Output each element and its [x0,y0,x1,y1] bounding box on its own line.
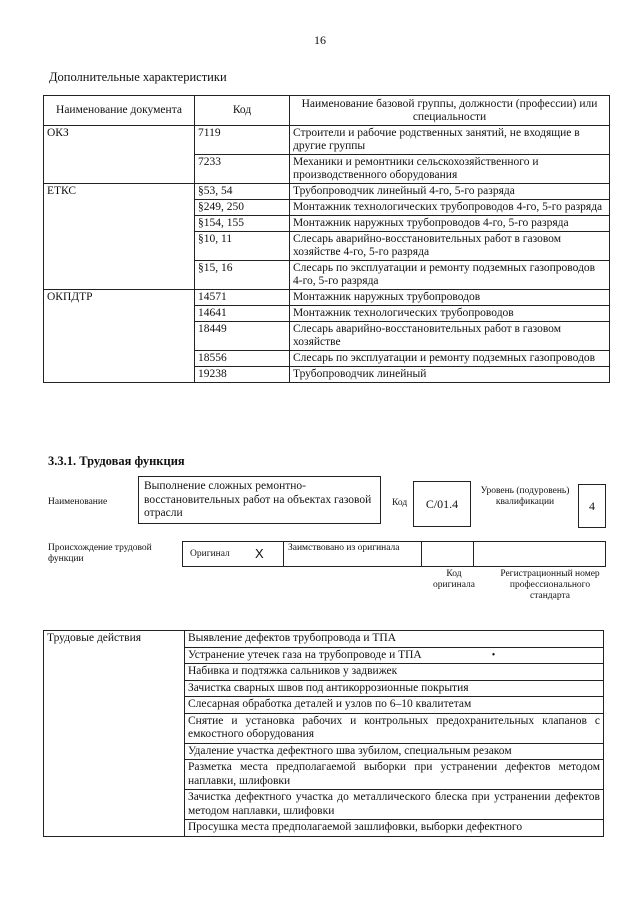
code-cell: 14641 [195,306,290,322]
level-box: 4 [578,484,606,528]
code-cell: 7233 [195,155,290,184]
origin-row [182,541,606,567]
header-name: Наименование базовой группы, должности (профессии) или специальности [290,96,610,126]
function-title: 3.3.1. Трудовая функция [48,454,185,468]
divider [421,541,422,567]
characteristics-table [43,95,610,383]
action-item: Набивка и подтяжка сальников у задвижек [185,664,604,681]
code-cell: §53, 54 [195,184,290,200]
name-cell: Слесарь по эксплуатации и ремонту подземных газопроводов [290,351,610,367]
function-code-box: С/01.4 [413,481,471,527]
action-item: Зачистка дефектного участка до металлического блеска при устранении дефектов методом наплавки, шлифовки [185,790,604,820]
code-cell: 18556 [195,351,290,367]
name-cell: Трубопроводчик линейный 4-го, 5-го разряда [290,184,610,200]
original-label: Оригинал [190,549,230,559]
labor-actions-table [43,630,604,837]
action-item: Устранение утечек газа на трубопроводе и ТПА • [185,647,604,664]
orig-code-caption: Код оригинала [433,569,475,590]
page-number: 16 [314,33,326,47]
code-cell: §154, 155 [195,216,290,232]
table-row [44,290,610,306]
code-cell: 18449 [195,322,290,351]
code-label: Код [392,498,408,508]
table-row [44,126,610,155]
name-cell: Слесарь аварийно-восстановительных работ в газовом хозяйстве 4-го, 5-го разряда [290,232,610,261]
name-cell: Монтажник технологических трубопроводов [290,306,610,322]
table-row [44,631,604,648]
stray-dot: • [491,649,496,661]
code-cell: §15, 16 [195,261,290,290]
section-title: Дополнительные характеристики [49,70,227,84]
code-cell: 19238 [195,367,290,383]
action-item: Выявление дефектов трубопровода и ТПА [185,631,604,648]
name-cell: Строители и рабочие родственных занятий, не входящие в другие группы [290,126,610,155]
action-item: Снятие и установка рабочих и контрольных предохранительных клапанов с емкостного оборудования [185,713,604,743]
borrowed-label: Заимствовано из оригинала [288,543,400,553]
code-cell: §10, 11 [195,232,290,261]
name-cell: Монтажник технологических трубопроводов 4-го, 5-го разряда [290,200,610,216]
level-label: Уровень (подуровень) квалификации [480,486,570,507]
origin-label: Происхождение трудовой функции [48,543,152,564]
reg-number-caption: Регистрационный номер профессионального стандарта [500,569,600,601]
original-mark: X [255,546,264,561]
code-cell: §249, 250 [195,200,290,216]
name-cell: Монтажник наружных трубопроводов [290,290,610,306]
name-cell: Слесарь по эксплуатации и ремонту подземных газопроводов 4-го, 5-го разряда [290,261,610,290]
name-cell: Монтажник наружных трубопроводов 4-го, 5-го разряда [290,216,610,232]
action-item: Просушка места предполагаемой зашлифовки, выборки дефектного [185,820,604,837]
doc-cell: ЕТКС [44,184,195,290]
name-cell: Механики и ремонтники сельскохозяйственного и производственного оборудования [290,155,610,184]
name-cell: Трубопроводчик линейный [290,367,610,383]
header-code: Код [195,96,290,126]
function-name-box: Выполнение сложных ремонтно-восстановительных работ на объектах газовой отрасли [138,476,381,524]
divider [283,541,284,567]
doc-cell: ОКПДТР [44,290,195,383]
header-document: Наименование документа [44,96,195,126]
name-cell: Слесарь аварийно-восстановительных работ в газовом хозяйстве [290,322,610,351]
code-cell: 7119 [195,126,290,155]
code-cell: 14571 [195,290,290,306]
action-item: Разметка места предполагаемой выборки при устранении дефектов методом наплавки, шлифовки [185,760,604,790]
table-header-row [44,96,610,126]
action-item: Удаление участка дефектного шва зубилом, специальным резаком [185,743,604,760]
action-item: Слесарная обработка деталей и узлов по 6–10 квалитетам [185,697,604,714]
doc-cell: ОКЗ [44,126,195,184]
table-row [44,184,610,200]
name-label: Наименование [48,497,108,507]
actions-label: Трудовые действия [44,631,185,837]
divider [473,541,474,567]
action-item: Зачистка сварных швов под антикоррозионные покрытия [185,680,604,697]
